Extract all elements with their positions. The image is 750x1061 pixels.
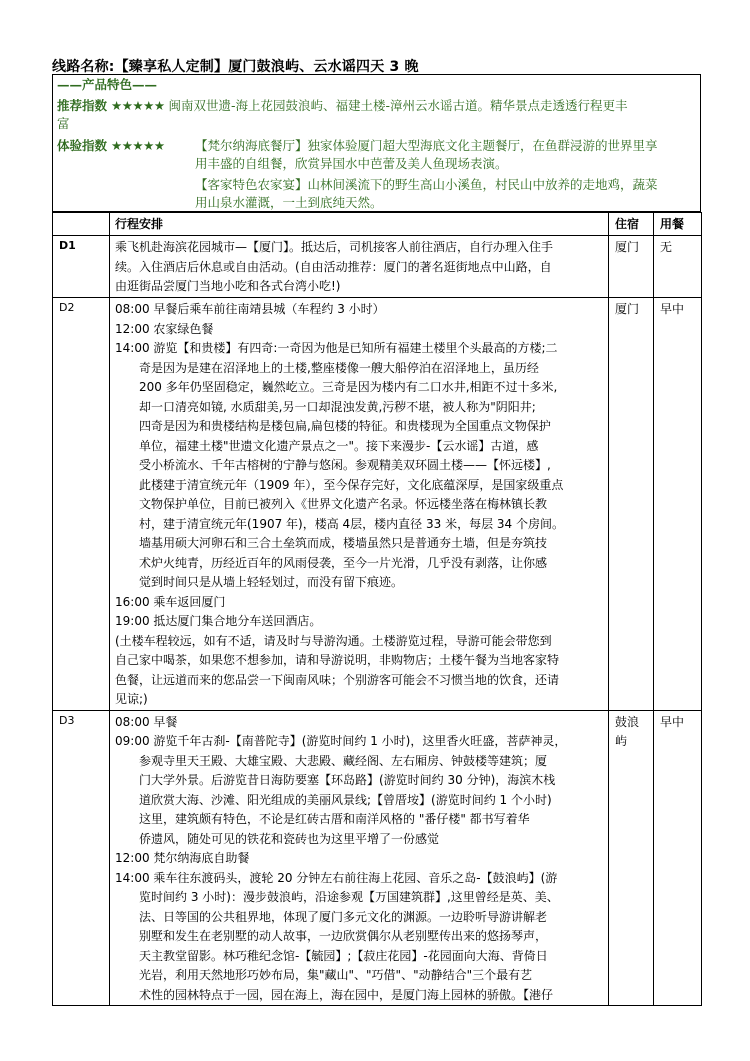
schedule-line: 村，建于清宣统元年(1907 年)，楼高 4层，楼内直径 33 米，每层 34 个房间。	[139, 516, 564, 531]
time-entry: 19:00 抵达厦门集合地分车送回酒店。	[115, 614, 322, 628]
note-line: 色餐，让远道而来的您品尝一下闽南风味；个别游客可能会不习惯当地的饮食，还请	[115, 672, 560, 687]
note-line: (土楼车程较远，如有不适，请及时与导游沟通。土楼游览过程，导游可能会带您到	[115, 633, 552, 648]
stay-cell: 鼓浪屿	[609, 710, 654, 1006]
table-row-d3	[53, 710, 702, 1006]
schedule-line: 受小桥流水、千年古榕树的宁静与悠闲。参观精美双环圆土楼——【怀远楼】,	[139, 458, 551, 472]
schedule-cell	[110, 236, 609, 298]
schedule-line: 由逛街品尝厦门当地小吃和各式台湾小吃!)	[115, 279, 341, 293]
schedule-line: 别墅和发生在老别墅的动人故事，一边欣赏偶尔从老别墅传出来的悠扬琴声，	[139, 929, 548, 943]
time-entry: 08:00 早餐	[115, 714, 178, 729]
header-stay: 住宿	[609, 213, 654, 236]
note-line: 见谅;)	[115, 692, 148, 706]
schedule-line: 单位，福建土楼"世遗文化遗产景点之一"。接下来漫步-【云水谣】古道，感	[139, 438, 539, 453]
schedule-line: 却一口清亮如镜, 水质甜美,另一口却混浊发黄,污秽不堪，被人称为"阴阳井;	[139, 399, 536, 414]
recommend-label: 推荐指数	[57, 98, 108, 113]
schedule-line: 文物保护单位，目前已被列入《世界文化遗产名录。怀远楼坐落在梅林镇长教	[139, 497, 548, 511]
day-label: D1	[53, 236, 110, 298]
stay-cell: 厦门	[609, 236, 654, 298]
experience-line-1: 【梵尔纳海底餐厅】独家体验厦门超大型海底文化主题餐厅，在鱼群浸游的世界里享	[195, 138, 658, 153]
schedule-line: 门大学外景。后游览昔日海防要塞【环岛路】(游览时间约 30 分钟)，海滨木栈	[139, 773, 556, 787]
header-meal: 用餐	[654, 213, 702, 236]
day-label: D3	[53, 710, 110, 1006]
schedule-line: 奇是因为是建在沼泽地上的土楼,整座楼像一艘大船停泊在沼泽地上，虽历经	[139, 360, 539, 375]
experience-line-3: 【客家特色农家宴】山林间溪流下的野生高山小溪鱼，村民山中放养的走地鸡，蔬菜	[195, 177, 658, 192]
experience-row	[57, 137, 165, 155]
schedule-line: 术性的园林特点于一园，园在海上，海在园中，是厦门海上园林的骄傲。【港仔	[139, 987, 554, 1002]
table-row-d2	[53, 298, 702, 711]
recommend-text: 闽南双世遗-海上花园鼓浪屿、福建土楼-漳州云水谣古道。精华景点走透透行程更丰	[168, 98, 628, 113]
time-entry: 09:00 游览千年古刹-【南普陀寺】(游览时间约 1 小时)，这里香火旺盛，菩萨神灵，	[115, 734, 567, 748]
schedule-line: 览时间约 3 小时)：漫步鼓浪屿，沿途参观【万国建筑群】,这里曾经是英、美、	[139, 890, 559, 904]
table-row-d1	[53, 236, 702, 298]
schedule-line: 这里，建筑颇有特色，不论是红砖古厝和南洋风格的 "番仔楼" 都书写着华	[139, 812, 530, 826]
schedule-line: 四奇是因为和贵楼结构是楼包扁,扁包楼的特征。和贵楼现为全国重点文物保护	[139, 419, 551, 433]
route-title: 线路名称:【臻享私人定制】厦门鼓浪屿、云水谣四天 3 晚	[52, 59, 419, 75]
schedule-line: 墙基用硕大河卵石和三合土垒筑而成，楼墙虽然只是普通夯土墙，但是夯筑技	[139, 536, 548, 550]
time-entry: 14:00 游览【和贵楼】有四奇:一奇因为他是已知所有福建土楼里个头最高的方楼;二	[115, 341, 558, 355]
time-entry: 12:00 农家绿色餐	[115, 321, 214, 336]
note-line: 自己家中喝茶，如果您不想参加，请和导游说明，非购物店；土楼午餐为当地客家特	[115, 653, 560, 667]
schedule-cell	[110, 710, 609, 1006]
schedule-line: 乘飞机赴海滨花园城市—【厦门】。抵达后，司机接客人前往酒店，自行办理入住手	[115, 240, 554, 254]
schedule-line: 续。入住酒店后休息或自由活动。(自由活动推荐：厦门的著名逛街地点中山路，自	[115, 259, 552, 274]
recommend-stars: ★★★★★	[111, 98, 165, 113]
schedule-line: 光岩，利用天然地形巧妙布局，集"藏山"、"巧借"、"动静结合"三个最有艺	[139, 968, 533, 982]
schedule-line: 觉到时间只是从墙上轻轻划过，而没有留下痕迹。	[139, 575, 404, 589]
time-entry: 12:00 梵尔纳海底自助餐	[115, 851, 250, 865]
time-entry: 16:00 乘车返回厦门	[115, 594, 226, 609]
meal-cell: 早中	[654, 298, 702, 711]
schedule-line: 道欣赏大海、沙滩、阳光组成的美丽风景线;【曾厝垵】(游览时间约 1 个小时)	[139, 792, 552, 807]
recommend-row	[57, 97, 628, 115]
header-day	[53, 213, 110, 236]
meal-cell: 无	[654, 236, 702, 298]
experience-line-4: 用山泉水灌溉，一土到底纯天然。	[195, 195, 383, 210]
schedule-line: 200 多年仍坚固稳定，巍然屹立。三奇是因为楼内有二口水井,相距不过十多米,	[139, 380, 558, 394]
experience-line-2: 用丰盛的自组餐，欣赏异国水中芭蕾及美人鱼现场表演。	[195, 156, 508, 171]
schedule-line: 此楼建于清宣统元年（1909 年），至今保存完好，文化底蕴深厚，是国家级重点	[139, 477, 564, 492]
schedule-line: 法、日等国的公共租界地，体现了厦门多元文化的渊源。一边聆听导游讲解老	[139, 909, 548, 924]
recommend-text-cont: 富	[57, 116, 70, 131]
table-header-row	[53, 213, 702, 236]
experience-stars: ★★★★★	[111, 138, 165, 153]
day-label: D2	[53, 298, 110, 711]
features-header: ——产品特色——	[57, 77, 158, 92]
product-features-box	[52, 74, 701, 212]
itinerary-table	[52, 212, 702, 1006]
schedule-line: 参观寺里天王殿、大雄宝殿、大悲殿、藏经阁、左右厢房、钟鼓楼等建筑；厦	[139, 753, 548, 768]
meal-cell: 早中	[654, 710, 702, 1006]
header-schedule: 行程安排	[110, 213, 609, 236]
schedule-line: 侨遗风，随处可见的铁花和瓷砖也为这里平增了一份感觉	[139, 831, 440, 846]
experience-label: 体验指数	[57, 138, 108, 153]
time-entry: 08:00 早餐后乘车前往南靖县城（车程约 3 小时）	[115, 302, 385, 316]
stay-cell: 厦门	[609, 298, 654, 711]
schedule-cell	[110, 298, 609, 711]
schedule-line: 天主教堂留影。林巧稚纪念馆-【毓园】;【菽庄花园】-花园面向大海、背倚日	[139, 948, 548, 963]
schedule-line: 术炉火纯青，历经近百年的风雨侵袭，至今一片光滑，几乎没有剥落，让你感	[139, 555, 548, 570]
time-entry: 14:00 乘车往东渡码头，渡轮 20 分钟左右前往海上花园、音乐之岛-【鼓浪屿】(游	[115, 870, 558, 885]
